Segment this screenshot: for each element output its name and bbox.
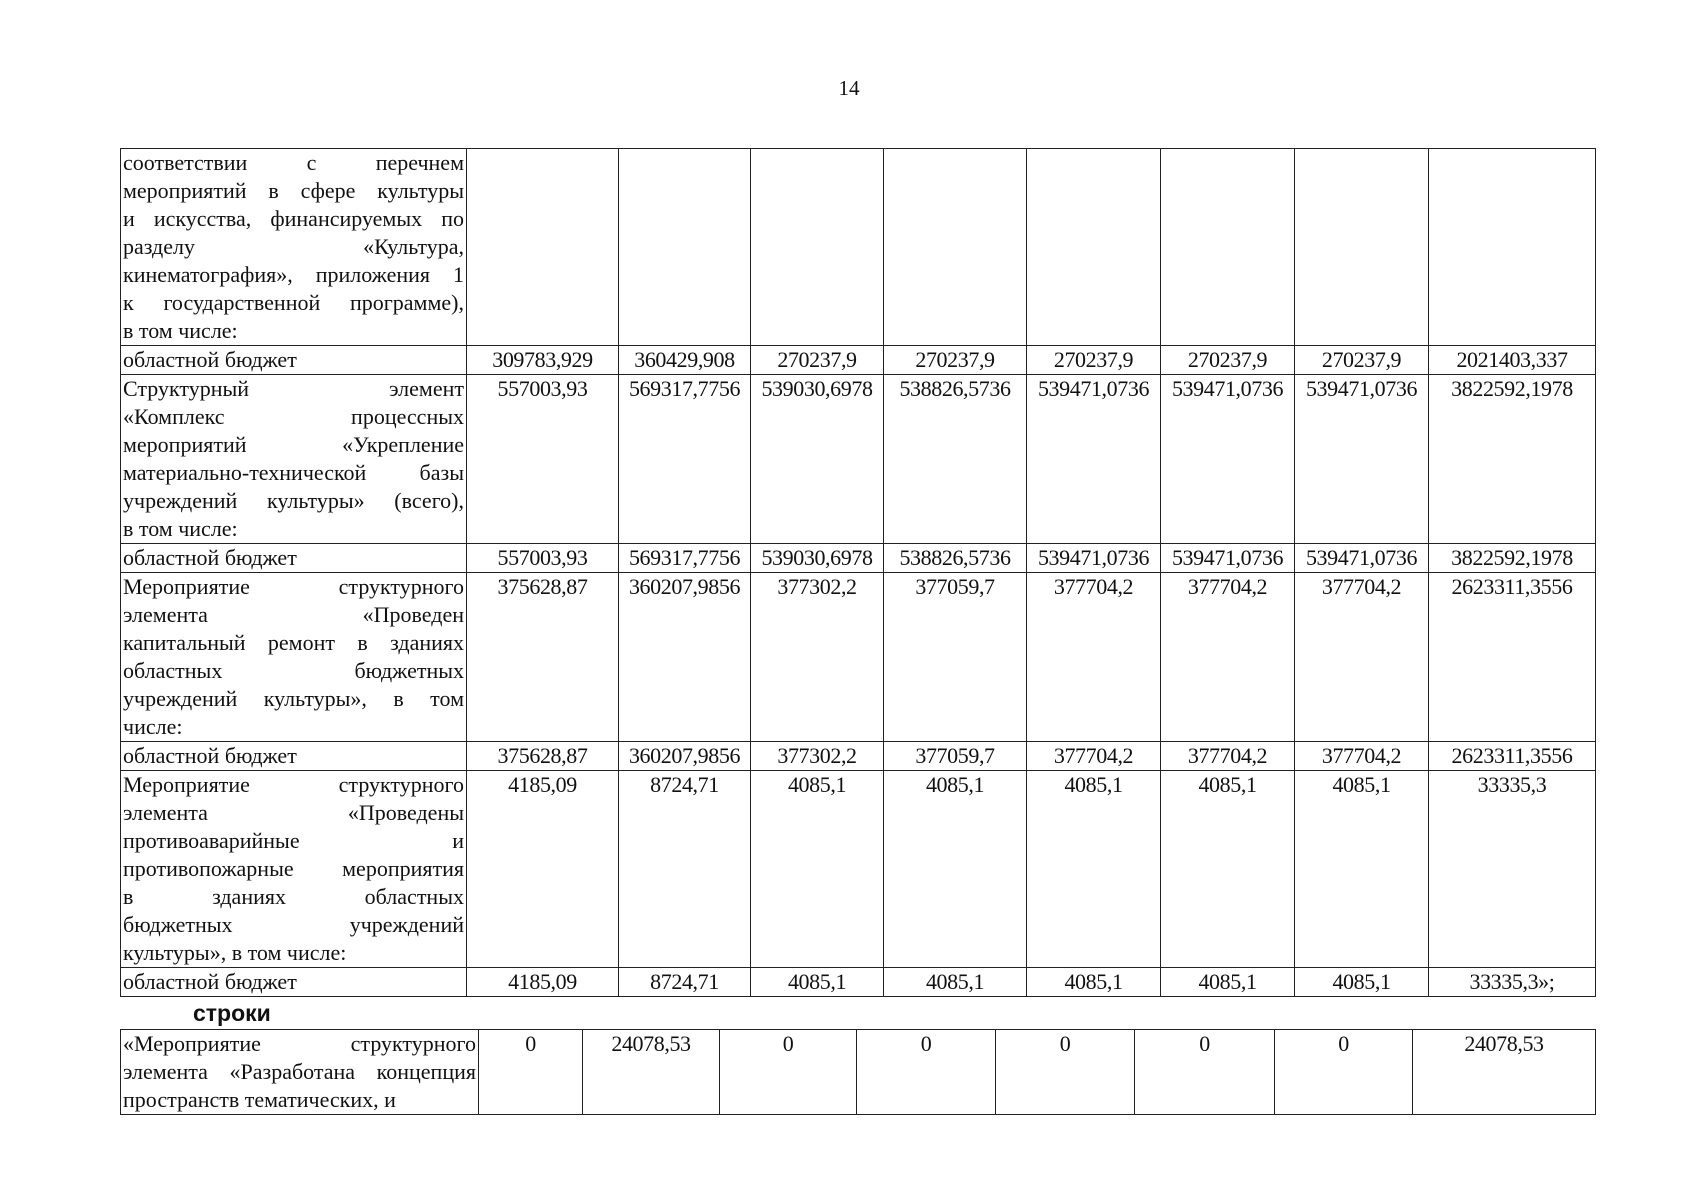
year-value-cell: 0 <box>479 1030 583 1115</box>
year-value-cell: 4085,1 <box>1027 771 1161 968</box>
year-value-cell: 375628,87 <box>467 573 619 742</box>
row-label-line: пространств тематических, и <box>123 1087 396 1112</box>
year-value-cell <box>1027 149 1161 346</box>
row-label-line: учреждений культуры», в том <box>123 686 464 711</box>
row-label-line: Структурный элемент <box>123 376 464 401</box>
row-label-line: элемента «Проведен <box>123 602 464 627</box>
year-value-cell <box>1161 149 1295 346</box>
year-value-cell: 4085,1 <box>751 771 884 968</box>
row-label-line: областной бюджет <box>123 743 297 768</box>
row-label <box>121 149 467 346</box>
year-value-cell: 538826,5736 <box>884 375 1027 544</box>
row-label-line: бюджетных учреждений <box>123 912 464 937</box>
year-value-cell: 377302,2 <box>751 573 884 742</box>
row-label-line: соответствии с перечнем <box>123 150 464 175</box>
row-label-line: «Комплекс процессных <box>123 404 464 429</box>
year-value-cell: 0 <box>720 1030 857 1115</box>
total-value-cell: 3822592,1978 <box>1429 375 1596 544</box>
year-value-cell: 377059,7 <box>884 742 1027 771</box>
year-value-cell: 8724,71 <box>619 771 751 968</box>
year-value-cell: 0 <box>1135 1030 1275 1115</box>
year-value-cell: 4185,09 <box>467 771 619 968</box>
row-label-line: в том числе: <box>123 516 238 541</box>
row-label <box>121 742 467 771</box>
year-value-cell: 539030,6978 <box>751 544 884 573</box>
table-row <box>121 375 1596 544</box>
total-value-cell: 2021403,337 <box>1429 346 1596 375</box>
row-label <box>121 375 467 544</box>
year-value-cell: 539471,0736 <box>1295 544 1429 573</box>
budget-table <box>120 148 1596 997</box>
year-value-cell: 539471,0736 <box>1161 375 1295 544</box>
year-value-cell <box>1295 149 1429 346</box>
year-value-cell: 4085,1 <box>1295 771 1429 968</box>
section-word: строки <box>193 1000 271 1026</box>
row-label-line: мероприятий «Укрепление <box>123 432 464 457</box>
year-value-cell: 377059,7 <box>884 573 1027 742</box>
year-value-cell: 377704,2 <box>1027 742 1161 771</box>
year-value-cell: 377704,2 <box>1027 573 1161 742</box>
row-label-line: областной бюджет <box>123 347 297 372</box>
table-row <box>121 742 1596 771</box>
year-value-cell: 377704,2 <box>1295 742 1429 771</box>
year-value-cell: 360207,9856 <box>619 573 751 742</box>
year-value-cell: 557003,93 <box>467 544 619 573</box>
row-label-line: разделу «Культура, <box>123 234 464 259</box>
row-label-line: областной бюджет <box>123 969 297 994</box>
row-label-line: капитальный ремонт в зданиях <box>123 630 464 655</box>
row-label-line: в зданиях областных <box>123 884 464 909</box>
year-value-cell: 375628,87 <box>467 742 619 771</box>
table-row <box>121 771 1596 968</box>
year-value-cell: 538826,5736 <box>884 544 1027 573</box>
year-value-cell: 539471,0736 <box>1027 544 1161 573</box>
total-value-cell <box>1429 149 1596 346</box>
year-value-cell: 270237,9 <box>1027 346 1161 375</box>
row-label-line: кинематография», приложения 1 <box>123 262 464 287</box>
row-label-line: материально-технической базы <box>123 460 464 485</box>
year-value-cell: 377302,2 <box>751 742 884 771</box>
year-value-cell <box>467 149 619 346</box>
year-value-cell: 0 <box>996 1030 1135 1115</box>
row-label-line: мероприятий в сфере культуры <box>123 178 464 203</box>
year-value-cell: 4085,1 <box>884 771 1027 968</box>
row-label-line: учреждений культуры» (всего), <box>123 488 464 513</box>
year-value-cell: 309783,929 <box>467 346 619 375</box>
budget-table-body <box>121 149 1596 997</box>
total-value-cell: 33335,3 <box>1429 771 1596 968</box>
year-value-cell: 569317,7756 <box>619 375 751 544</box>
row-label-line: культуры», в том числе: <box>123 940 347 965</box>
year-value-cell: 270237,9 <box>1295 346 1429 375</box>
year-value-cell: 569317,7756 <box>619 544 751 573</box>
row-label-line: областной бюджет <box>123 545 297 570</box>
year-value-cell: 557003,93 <box>467 375 619 544</box>
year-value-cell: 377704,2 <box>1161 742 1295 771</box>
year-value-cell: 8724,71 <box>619 968 751 997</box>
row-label-line: противоаварийные и <box>123 828 464 853</box>
row-label <box>121 1030 479 1115</box>
year-value-cell: 539471,0736 <box>1295 375 1429 544</box>
total-value-cell: 2623311,3556 <box>1429 573 1596 742</box>
year-value-cell: 4085,1 <box>751 968 884 997</box>
year-value-cell: 377704,2 <box>1295 573 1429 742</box>
row-label-line: Мероприятие структурного <box>123 574 464 599</box>
table-row <box>121 968 1596 997</box>
total-value-cell: 2623311,3556 <box>1429 742 1596 771</box>
page-number: 14 <box>838 76 860 100</box>
row-label-line: элемента «Проведены <box>123 800 464 825</box>
table-row <box>121 1030 1596 1115</box>
year-value-cell: 4085,1 <box>1027 968 1161 997</box>
row-label-line: числе: <box>123 714 183 739</box>
year-value-cell: 377704,2 <box>1161 573 1295 742</box>
year-value-cell <box>884 149 1027 346</box>
replacement-table-body <box>121 1030 1596 1115</box>
row-label <box>121 346 467 375</box>
year-value-cell: 4085,1 <box>884 968 1027 997</box>
total-value-cell: 24078,53 <box>1413 1030 1596 1115</box>
total-value-cell: 33335,3»; <box>1429 968 1596 997</box>
year-value-cell: 0 <box>857 1030 996 1115</box>
year-value-cell: 360429,908 <box>619 346 751 375</box>
row-label <box>121 573 467 742</box>
year-value-cell <box>751 149 884 346</box>
year-value-cell: 24078,53 <box>583 1030 720 1115</box>
year-value-cell: 4185,09 <box>467 968 619 997</box>
total-value-cell: 3822592,1978 <box>1429 544 1596 573</box>
row-label-line: в том числе: <box>123 318 238 343</box>
table-row <box>121 346 1596 375</box>
row-label-line: к государственной программе), <box>123 290 464 315</box>
table-row <box>121 573 1596 742</box>
year-value-cell: 4085,1 <box>1161 771 1295 968</box>
row-label <box>121 771 467 968</box>
year-value-cell: 270237,9 <box>884 346 1027 375</box>
year-value-cell: 539471,0736 <box>1161 544 1295 573</box>
year-value-cell: 4085,1 <box>1161 968 1295 997</box>
row-label <box>121 544 467 573</box>
year-value-cell: 270237,9 <box>751 346 884 375</box>
year-value-cell <box>619 149 751 346</box>
row-label-line: противопожарные мероприятия <box>123 856 464 881</box>
year-value-cell: 360207,9856 <box>619 742 751 771</box>
row-label-line: областных бюджетных <box>123 658 464 683</box>
year-value-cell: 4085,1 <box>1295 968 1429 997</box>
table-row <box>121 149 1596 346</box>
row-label-line: элемента «Разработана концепция <box>123 1059 476 1084</box>
row-label-line: Мероприятие структурного <box>123 772 464 797</box>
year-value-cell: 0 <box>1275 1030 1413 1115</box>
year-value-cell: 270237,9 <box>1161 346 1295 375</box>
row-label-line: и искусства, финансируемых по <box>123 206 464 231</box>
replacement-table <box>120 1029 1596 1115</box>
year-value-cell: 539030,6978 <box>751 375 884 544</box>
row-label-line: «Мероприятие структурного <box>123 1031 476 1056</box>
table-row <box>121 544 1596 573</box>
year-value-cell: 539471,0736 <box>1027 375 1161 544</box>
row-label <box>121 968 467 997</box>
